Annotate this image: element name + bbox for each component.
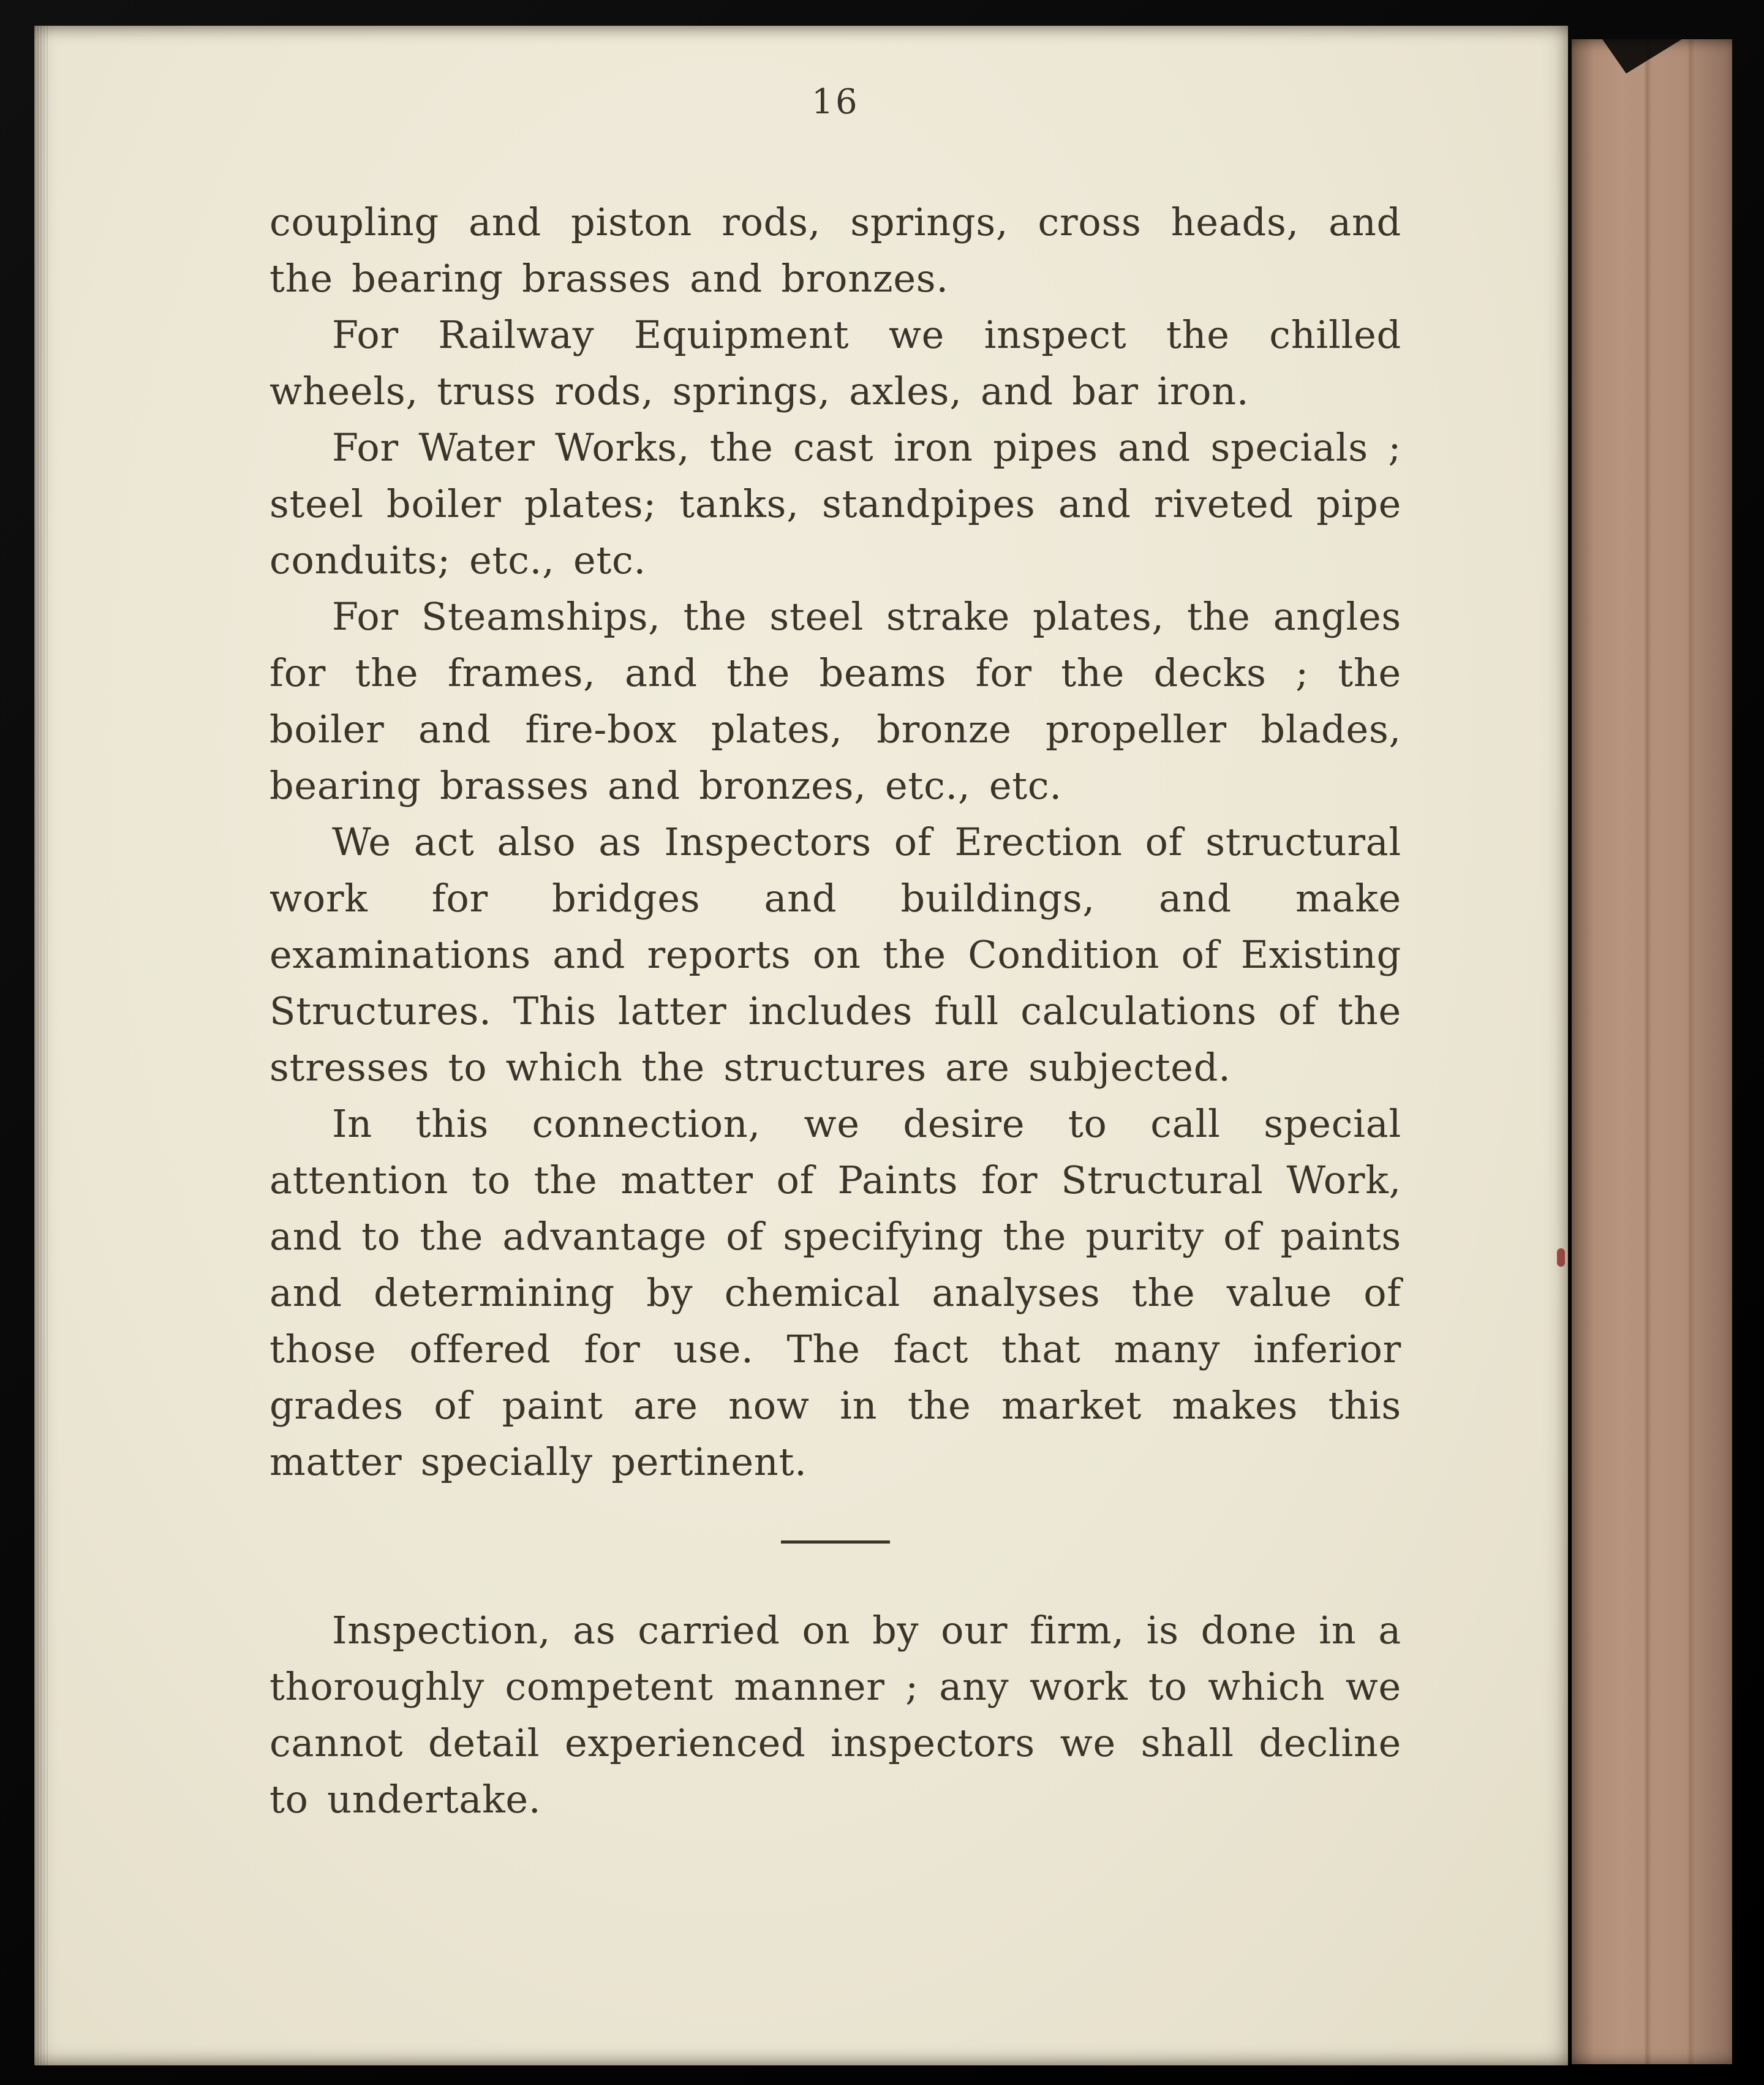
body-text — [270, 194, 1401, 1828]
section-divider — [781, 1540, 890, 1544]
page-number: 16 — [812, 82, 859, 122]
paragraph-railway-equipment: For Railway Equipment we inspect the chilled wheels, truss rods, springs, axles, and bar iron. — [270, 312, 1401, 413]
cover-board — [1572, 39, 1732, 2064]
paragraph-inspection-policy: Inspection, as carried on by our firm, is done in a thoroughly competent manner ; any work to which we cannot detail experienced inspectors we shall decline to undertake. — [270, 1608, 1401, 1822]
book-page — [34, 26, 1568, 2065]
page-stack-edge — [34, 26, 49, 2065]
paragraph-paints: In this connection, we desire to call special attention to the matter of Paints for Structural Work, and to the advantage of specifying the purity of paints and determining by chemical analyses the value of those offered for use. The fact that many inferior grades of paint are now in the market makes this matter specially pertinent. — [270, 1101, 1401, 1484]
paragraph-inspectors-of-erection: We act also as Inspectors of Erection of structural work for bridges and buildings, and make examinations and reports on the Condition of Existing Structures. This latter includes full calculations of the stresses to which the structures are subjected. — [270, 820, 1401, 1090]
paragraph-water-works: For Water Works, the cast iron pipes and specials ; steel boiler plates; tanks, standpipes and riveted pipe conduits; etc., etc. — [270, 425, 1401, 583]
red-fiber-mark — [1557, 1248, 1565, 1267]
paragraph-continuation: coupling and piston rods, springs, cross heads, and the bearing brasses and bronzes. — [270, 200, 1401, 301]
paragraph-steamships: For Steamships, the steel strake plates, the angles for the frames, and the beams for the decks ; the boiler and fire-box plates, bronze propeller blades, bearing brasses and bronzes, etc., etc. — [270, 594, 1401, 808]
